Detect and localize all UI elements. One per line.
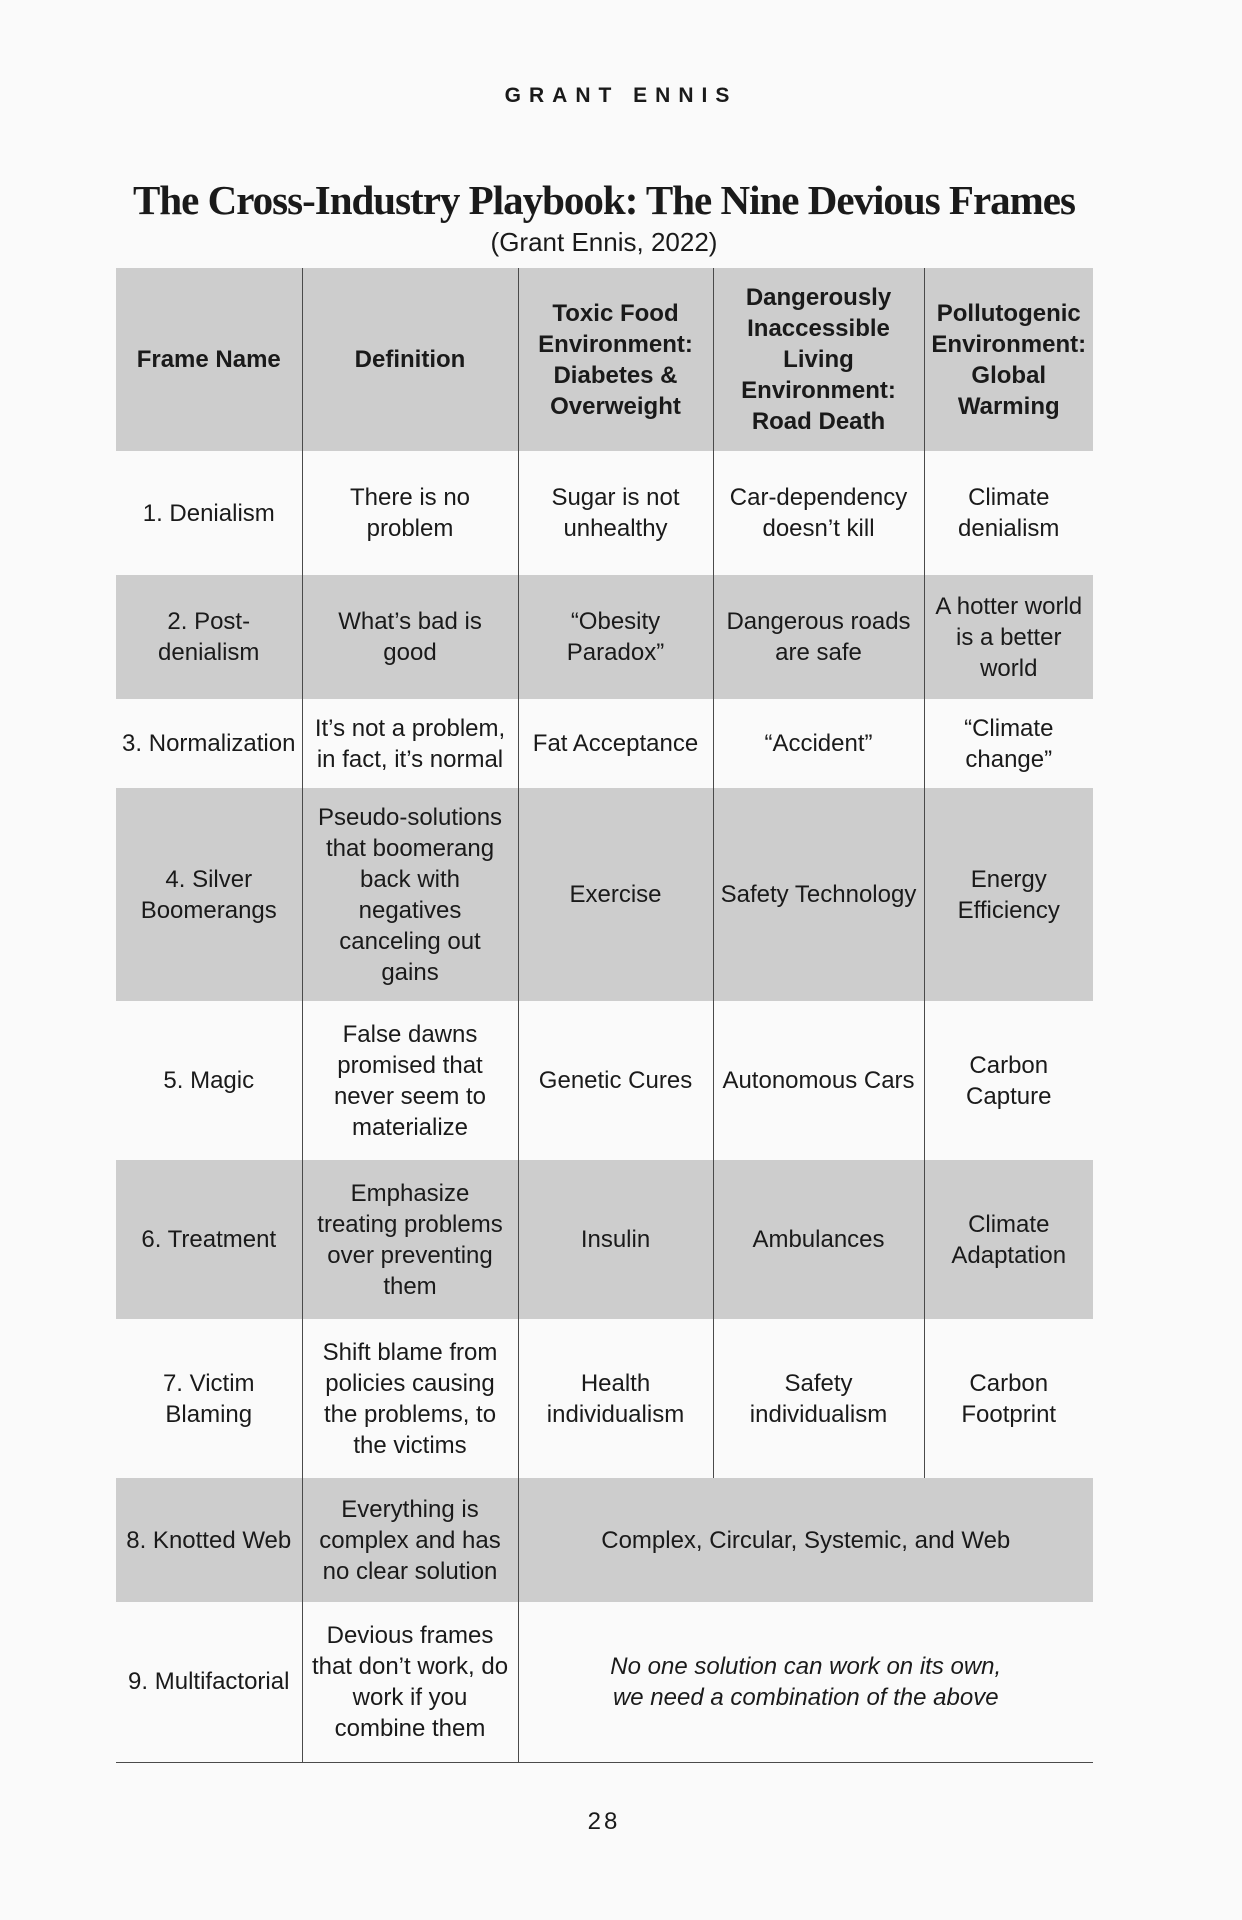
road-death-cell: Safety Technology	[713, 788, 924, 1001]
frame-name-cell: 2. Post-denialism	[116, 575, 302, 699]
toxic-food-cell: Exercise	[518, 788, 713, 1001]
definition-cell: Shift blame from policies causing the problems, to the victims	[302, 1319, 518, 1478]
toxic-food-cell: “Obesity Paradox”	[518, 575, 713, 699]
road-death-cell: Autonomous Cars	[713, 1001, 924, 1160]
table-row	[116, 1478, 1093, 1602]
table-row	[116, 788, 1093, 1001]
road-death-cell: Car-dependency doesn’t kill	[713, 451, 924, 575]
toxic-food-cell: Insulin	[518, 1160, 713, 1319]
frame-name-cell: 7. Victim Blaming	[116, 1319, 302, 1478]
page-subtitle: (Grant Ennis, 2022)	[490, 227, 718, 257]
frame-name-cell: 5. Magic	[116, 1001, 302, 1160]
frame-name-cell: 4. Silver Boomerangs	[116, 788, 302, 1001]
header-frame-name: Frame Name	[116, 268, 302, 451]
definition-cell: Emphasize treating problems over preventing them	[302, 1160, 518, 1319]
page-title: The Cross-Industry Playbook: The Nine Devious Frames	[133, 177, 1075, 223]
global-warming-cell: Carbon Footprint	[924, 1319, 1093, 1478]
table-row	[116, 1602, 1093, 1762]
global-warming-cell: Climate Adaptation	[924, 1160, 1093, 1319]
frames-table	[116, 268, 1093, 1763]
global-warming-cell: Carbon Capture	[924, 1001, 1093, 1160]
merged-frames-cell: Complex, Circular, Systemic, and Web	[518, 1478, 1093, 1602]
road-death-cell: Dangerous roads are safe	[713, 575, 924, 699]
table-row	[116, 1319, 1093, 1478]
table-row	[116, 699, 1093, 788]
definition-cell: Everything is complex and has no clear solution	[302, 1478, 518, 1602]
frame-name-cell: 3. Normalization	[116, 699, 302, 788]
frame-name-cell: 8. Knotted Web	[116, 1478, 302, 1602]
header-definition: Definition	[302, 268, 518, 451]
definition-cell: Pseudo-solutions that boomerang back with negatives canceling out gains	[302, 788, 518, 1001]
table-row	[116, 1001, 1093, 1160]
toxic-food-cell: Genetic Cures	[518, 1001, 713, 1160]
merged-frames-cell: No one solution can work on its own, we need a combination of the above	[518, 1602, 1093, 1762]
global-warming-cell: Energy Efficiency	[924, 788, 1093, 1001]
road-death-cell: Ambulances	[713, 1160, 924, 1319]
definition-cell: What’s bad is good	[302, 575, 518, 699]
road-death-cell: Safety individualism	[713, 1319, 924, 1478]
running-head: GRANT ENNIS	[504, 84, 738, 107]
toxic-food-cell: Fat Acceptance	[518, 699, 713, 788]
definition-cell: There is no problem	[302, 451, 518, 575]
global-warming-cell: Climate denialism	[924, 451, 1093, 575]
table-header-row	[116, 268, 1093, 451]
global-warming-cell: “Climate change”	[924, 699, 1093, 788]
global-warming-cell: A hotter world is a better world	[924, 575, 1093, 699]
definition-cell: It’s not a problem, in fact, it’s normal	[302, 699, 518, 788]
header-toxic-food: Toxic Food Environment: Diabetes & Overweight	[518, 268, 713, 451]
frame-name-cell: 6. Treatment	[116, 1160, 302, 1319]
frame-name-cell: 1. Denialism	[116, 451, 302, 575]
table-row	[116, 575, 1093, 699]
toxic-food-cell: Health individualism	[518, 1319, 713, 1478]
toxic-food-cell: Sugar is not unhealthy	[518, 451, 713, 575]
header-pollutogenic: Pollutogenic Environment: Global Warming	[924, 268, 1093, 451]
header-inaccessible-living: Dangerously Inaccessible Living Environment: Road Death	[713, 268, 924, 451]
table-row	[116, 451, 1093, 575]
page-number: 28	[587, 1808, 621, 1835]
definition-cell: False dawns promised that never seem to materialize	[302, 1001, 518, 1160]
table-row	[116, 1160, 1093, 1319]
frame-name-cell: 9. Multifactorial	[116, 1602, 302, 1762]
definition-cell: Devious frames that don’t work, do work if you combine them	[302, 1602, 518, 1762]
road-death-cell: “Accident”	[713, 699, 924, 788]
